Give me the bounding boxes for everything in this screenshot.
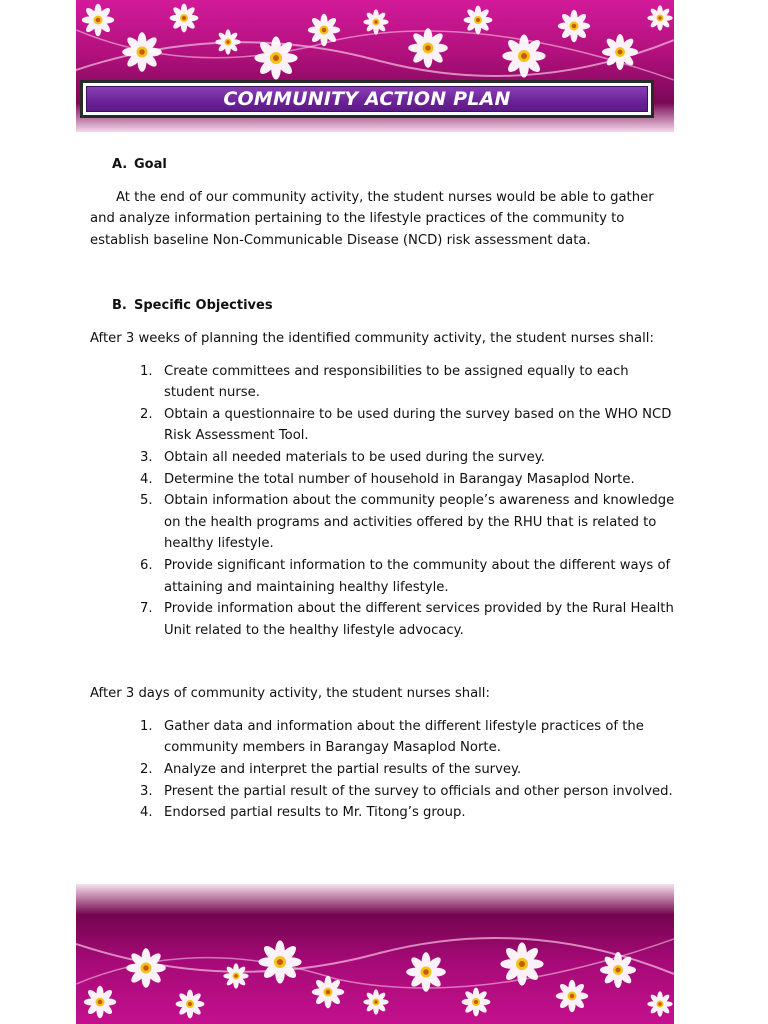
list-item-text: Obtain information about the community people’s awareness and knowledge on the health programs and activities offered by the RHU that is related to healthy lifestyle. [164,493,675,552]
objectives-heading-text: Specific Objectives [134,298,273,314]
bottom-floral-banner [76,884,674,1024]
title-bar [86,86,648,112]
page-title: COMMUNITY ACTION PLAN [223,88,511,110]
list-item-text: Create committees and responsibilities to be assigned equally to each student nurse. [164,363,629,401]
list-item [90,781,680,803]
goal-heading [112,154,680,176]
list-item [90,447,680,469]
objectives-list-days [90,716,680,824]
list-item [90,490,680,555]
list-number: 4. [140,471,153,487]
list-number: 5. [140,493,153,509]
list-number: 3. [140,783,153,799]
list-item [90,759,680,781]
goal-heading-text: Goal [134,157,167,172]
list-item-text: Gather data and information about the different lifestyle practices of the community members in Barangay Masaplod Norte. [164,718,644,756]
list-item-text: Obtain all needed materials to be used during the survey. [164,449,545,465]
objectives-intro-days: After 3 days of community activity, the student nurses shall: [90,686,490,702]
list-item [90,716,680,759]
list-item-text: Endorsed partial results to Mr. Titong’s group. [164,805,466,821]
list-item-text: Obtain a questionnaire to be used during the survey based on the WHO NCD Risk Assessment Tool. [164,406,672,444]
floral-border-bottom-image [76,884,674,1024]
list-item [90,361,680,404]
list-item-text: Present the partial result of the survey to officials and other person involved. [164,783,673,799]
goal-paragraph: At the end of our community activity, the student nurses would be able to gather and analyze information pertaining to the lifestyle practices of the community to establish baseline Non-Communicable Disease (NCD) risk assessment data. [90,189,654,248]
list-number: 1. [140,363,153,379]
objectives-intro-weeks: After 3 weeks of planning the identified community activity, the student nurses shall: [90,330,654,346]
objectives-label: B. [112,298,127,314]
document-body [90,150,680,824]
list-number: 3. [140,449,153,465]
list-number: 2. [140,762,153,778]
list-item [90,598,680,641]
list-item [90,404,680,447]
list-item [90,802,680,824]
list-item [90,555,680,598]
list-item-text: Provide significant information to the community about the different ways of attaining and maintaining healthy lifestyle. [164,557,671,595]
list-item-text: Analyze and interpret the partial results of the survey. [164,762,522,778]
title-frame [80,80,654,118]
objectives-heading [112,295,680,317]
list-number: 1. [140,718,153,734]
list-number: 6. [140,557,153,573]
goal-label: A. [112,157,128,172]
objectives-list-weeks [90,361,680,642]
list-item [90,469,680,491]
list-item-text: Determine the total number of household in Barangay Masaplod Norte. [164,471,635,487]
list-item-text: Provide information about the different services provided by the Rural Health Unit related to the healthy lifestyle advocacy. [164,601,674,638]
list-number: 2. [140,406,153,422]
list-number: 4. [140,805,153,821]
list-number: 7. [140,601,153,617]
